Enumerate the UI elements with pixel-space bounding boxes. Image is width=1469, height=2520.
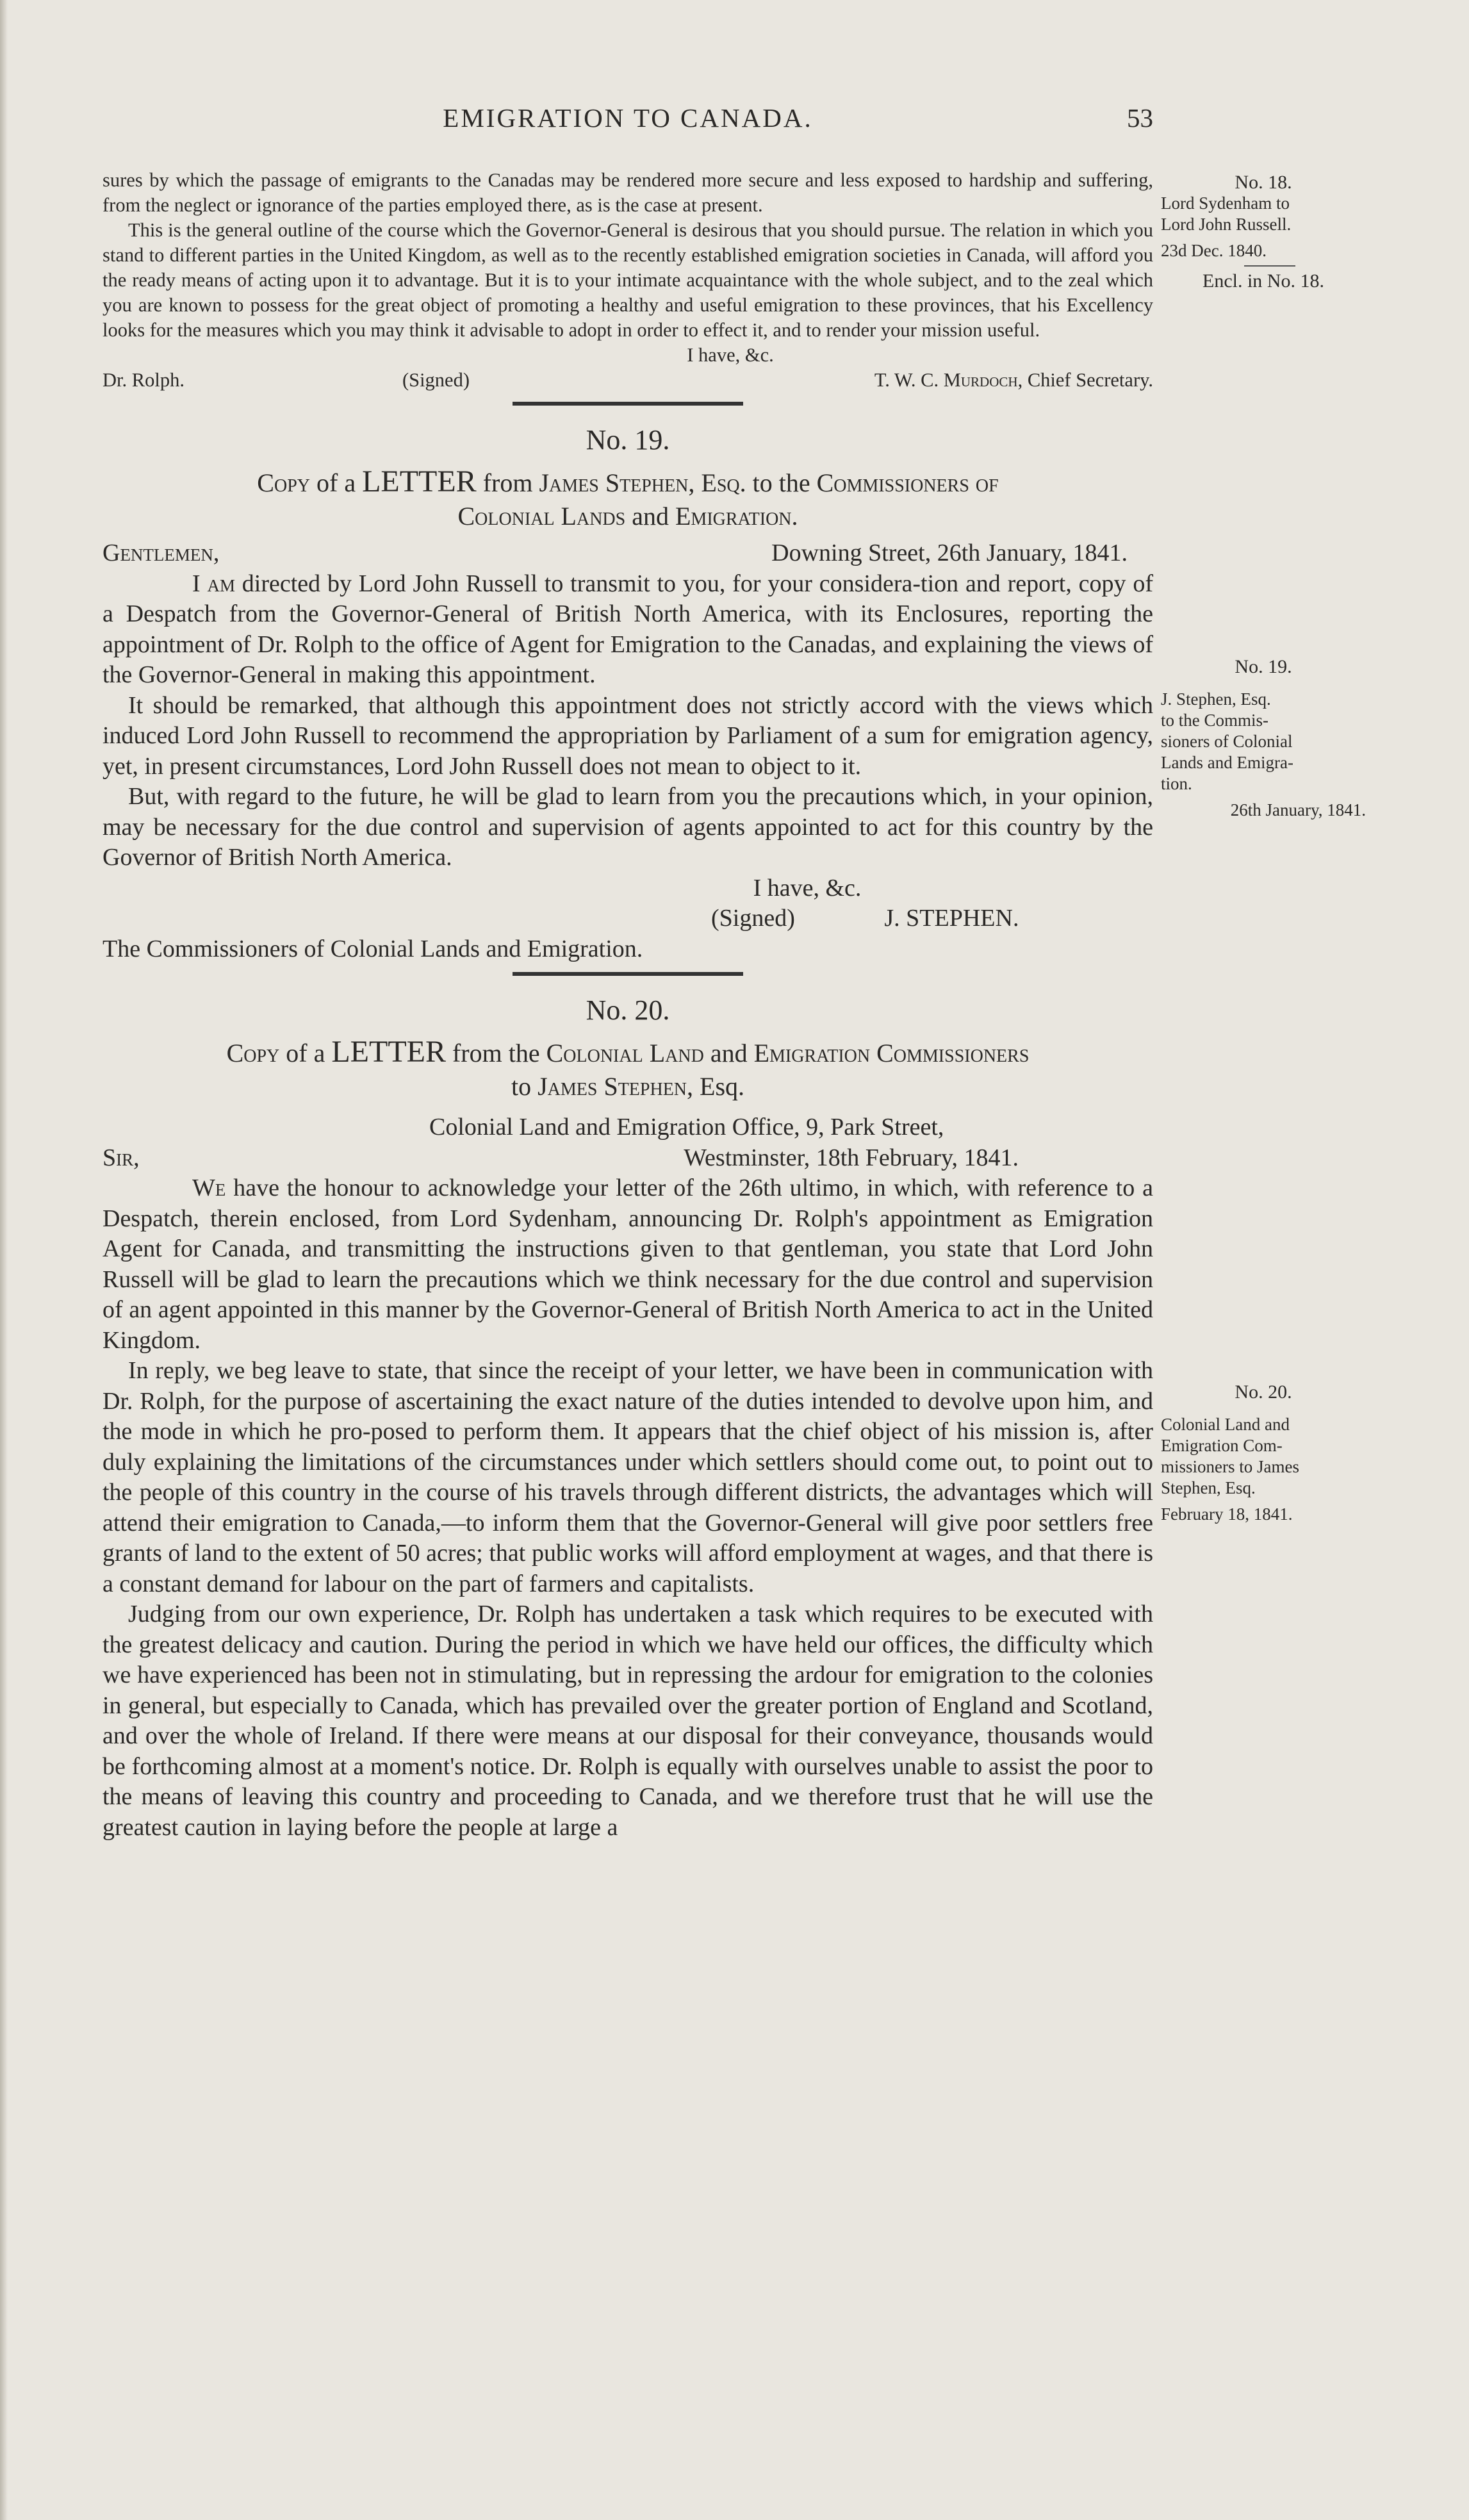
heading-letter: LETTER — [362, 465, 477, 498]
running-title: EMIGRATION TO CANADA. — [443, 103, 813, 133]
paragraph-lead: I am — [192, 570, 235, 597]
salutation: Gentlemen, — [103, 539, 220, 566]
salutation: Sir, — [103, 1144, 140, 1171]
heading-recipient: Emigration. — [675, 502, 798, 531]
paragraph: It should be remarked, that although this appointment does not strictly accord with the views which induced Lord John Russell to recommend the appropriation by Parliament of a sum for emigration agency, yet, in present circumstances, Lord John Russell does not mean to object to it. — [103, 691, 1153, 780]
heading-sender: James Stephen, Esq. — [539, 468, 746, 497]
document-19 — [103, 424, 1153, 964]
paragraph: This is the general outline of the course which the Governor-General is desirous that you should pursue. The relation in which you stand to different parties in the United Kingdom, as well as to the recently established emigration societies in Canada, will afford you the ready means of acting upon it to advantage. But it is to your intimate acquaintance with the whole subject, and to the zeal which you are known to possess for the great object of promoting a healthy and useful emigration to these provinces, that his Excellency looks for the measures which you may think it advisable to adopt in order to effect it, and to render your mission useful. — [103, 219, 1153, 341]
margin-note-divider — [1244, 265, 1295, 267]
addressee: Dr. Rolph. — [103, 369, 185, 391]
heading-from: from — [476, 468, 539, 497]
section-divider — [513, 402, 743, 406]
document-heading — [103, 1035, 1153, 1103]
heading-recipient: Commissioners of — [816, 468, 999, 497]
heading-sender: Colonial Land — [546, 1039, 704, 1067]
margin-note-line: Lord Sydenham to — [1161, 194, 1290, 213]
paragraph: But, with regard to the future, he will be glad to learn from you the precautions which, in your opinion, may be necessary for the due control and supervision of agents appointed to act for this country by the Governor of British North America. — [103, 783, 1153, 871]
document-20 — [103, 994, 1153, 1843]
closing: I have, &c. — [753, 874, 862, 902]
signature: J. STEPHEN. — [884, 905, 1019, 932]
margin-note-20 — [1161, 1381, 1366, 1525]
heading-copy: Copy — [226, 1039, 280, 1067]
margin-note-line: J. Stephen, Esq. — [1161, 689, 1271, 709]
margin-note-line: missioners to James — [1161, 1457, 1299, 1476]
running-header — [103, 103, 1153, 141]
margin-note-date: 23d Dec. 1840. — [1161, 241, 1267, 260]
margin-note-line: Lord John Russell. — [1161, 215, 1292, 234]
closing: I have, &c. — [687, 344, 774, 366]
address-line: Colonial Land and Emigration Office, 9, Park Street, — [429, 1114, 944, 1141]
margin-note-line: Emigration Com- — [1161, 1436, 1283, 1455]
signed-label: (Signed) — [402, 369, 470, 391]
salutation-row — [103, 1143, 1153, 1174]
heading-from: from the — [445, 1039, 546, 1067]
margin-note-number: No. 19. — [1235, 656, 1292, 677]
margin-note-18 — [1161, 172, 1366, 292]
salutation-row — [103, 538, 1153, 569]
signature-row — [103, 368, 1153, 393]
margin-note-line: sioners of Colonial — [1161, 732, 1293, 751]
margin-note-line: Stephen, Esq. — [1161, 1478, 1256, 1497]
paragraph: Judging from our own experience, Dr. Rolph has undertaken a task which requires to be executed with the greatest delicacy and caution. During the period in which we have held our offices, the difficulty which we have experienced has been not in stimulating, but in repressing the ardour for emigration to the colonies in general, but especially to Canada, which has prevailed over the greater portion of England and Scotland, and over the whole of Ireland. If there were means at our disposal for their conveyance, thousands would be forthcoming almost at a moment's notice. Dr. Rolph is equally with ourselves unable to assist the poor to the means of leaving this country and proceeding to Canada, and we therefore trust that he will use the greatest caution in laying before the people at large a — [103, 1601, 1153, 1841]
page-number: 53 — [1127, 103, 1153, 133]
paragraph-text: directed by Lord John Russell to transmit to you, for your considera-tion and report, copy of a Despatch from the Governor-General of British North America, with its Enclosures, reporting the appointment of Dr. Rolph to the office of Agent for Emigration to the Canadas, and explaining the views of the Governor-General in making this appointment. — [103, 570, 1153, 688]
heading-esq: , Esq. — [687, 1072, 745, 1101]
paragraph — [103, 1173, 1153, 1356]
heading-to: to — [511, 1072, 538, 1101]
paragraph: In reply, we beg leave to state, that since the receipt of your letter, we have been in communication with Dr. Rolph, for the purpose of ascertaining the exact nature of the duties intended to devolve upon him, and the mode in which he pro-posed to perform them. It appears that the chief object of his mission is, after duly explaining the limitations of the circumstances under which settlers should come out, to point out to the people of this country in the course of his travels through different districts, the advantages which will attend their emigration to Canada,—to inform them that the Governor-General will give poor settlers free grants of land to the extent of 50 acres; that public works will afford employment at wages, and that there is a constant demand for labour on the part of farmers and capitalists. — [103, 1357, 1153, 1597]
signer-title: , Chief Secretary. — [1017, 369, 1153, 391]
paragraph: sures by which the passage of emigrants to the Canadas may be rendered more secure and less exposed to hardship and suffering, from the neglect or ignorance of the parties employed there, as is the case at present. — [103, 169, 1153, 216]
margin-note-line: Lands and Emigra- — [1161, 753, 1293, 772]
address-line: Westminster, 18th February, 1841. — [684, 1144, 1019, 1171]
document-heading — [103, 465, 1153, 533]
addressee: The Commissioners of Colonial Lands and Emigration. — [103, 935, 643, 962]
margin-note-line: tion. — [1161, 774, 1192, 793]
signature — [874, 368, 1153, 393]
signature-row — [103, 903, 1153, 934]
section-divider — [513, 972, 743, 976]
margin-note-enclosure: Encl. in No. 18. — [1202, 270, 1324, 292]
margin-note-19 — [1161, 656, 1366, 821]
margin-note-number: No. 20. — [1235, 1381, 1292, 1403]
document-18-continuation — [103, 168, 1153, 393]
margin-note-date: February 18, 1841. — [1161, 1504, 1293, 1524]
signed-label: (Signed) — [711, 905, 795, 932]
paragraph-text: have the honour to acknowledge your letter of the 26th ultimo, in which, with reference to a Despatch, therein enclosed, from Lord Sydenham, announcing Dr. Rolph's appointment as Emigration Agent for Canada, and transmitting the instructions given to that gentleman, you state that Lord John Russell will be glad to learn the precautions which we think necessary for the due control and supervision of an agent appointed in this manner by the Governor-General of British North America to act in the United Kingdom. — [103, 1174, 1153, 1354]
heading-of-a: of a — [310, 468, 363, 497]
signer-initials: T. W. C. — [874, 369, 939, 391]
heading-and: and — [703, 1039, 754, 1067]
main-text-column — [103, 168, 1153, 1843]
margin-note-number: No. 18. — [1235, 172, 1292, 193]
heading-recipient: James Stephen — [538, 1072, 687, 1101]
heading-recipient: Colonial Lands — [457, 502, 626, 531]
heading-of-a: of a — [279, 1039, 332, 1067]
paragraph — [103, 569, 1153, 691]
margin-note-line: to the Commis- — [1161, 711, 1268, 730]
document-number: No. 19. — [586, 424, 670, 456]
heading-to: to the — [746, 468, 817, 497]
margin-note-line: Colonial Land and — [1161, 1415, 1290, 1434]
paragraph-lead: We — [192, 1174, 226, 1201]
heading-sender: Emigration Commissioners — [753, 1039, 1030, 1067]
place-date: Downing Street, 26th January, 1841. — [771, 539, 1128, 566]
heading-copy: Copy — [257, 468, 310, 497]
heading-letter: LETTER — [331, 1035, 446, 1069]
margin-note-date: 26th January, 1841. — [1230, 800, 1366, 819]
heading-and: and — [625, 502, 675, 531]
document-number: No. 20. — [586, 994, 670, 1026]
signer-surname: Murdoch — [943, 369, 1018, 391]
